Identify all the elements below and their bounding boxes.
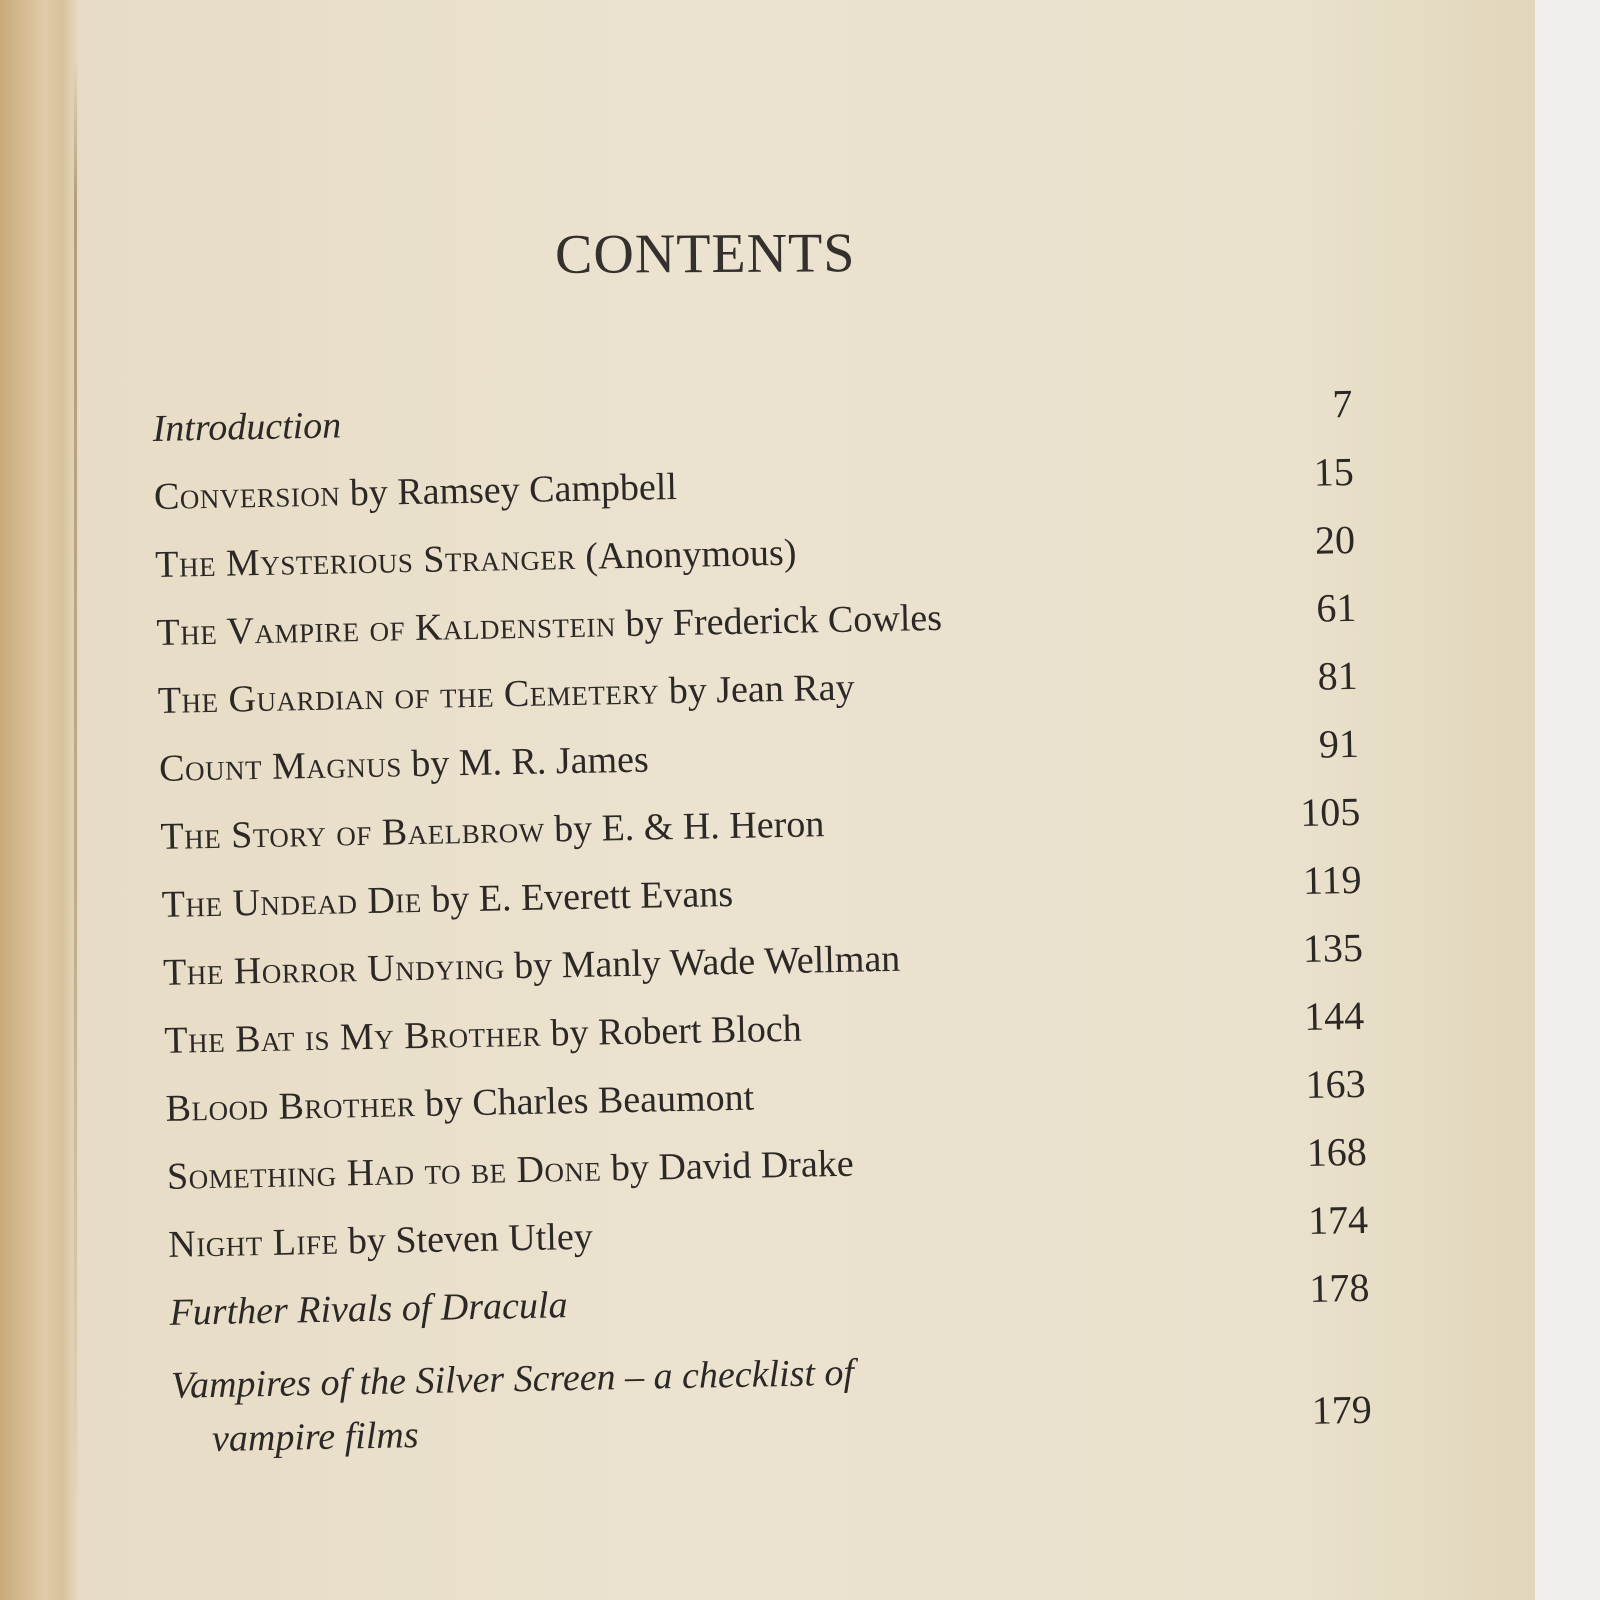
toc-entry-page: 119 <box>1302 856 1362 903</box>
toc-entry-author: by David Drake <box>610 1142 854 1190</box>
table-of-contents <box>152 372 1373 1461</box>
toc-entry-title: Something Had to be Done <box>166 1147 602 1198</box>
toc-entry-page: 178 <box>1308 1264 1370 1311</box>
toc-entry-page: 81 <box>1317 652 1359 699</box>
toc-entry-title: Blood Brother <box>165 1083 416 1130</box>
toc-entry-author: by E. & H. Heron <box>553 803 825 851</box>
toc-entry-author: by Jean Ray <box>668 666 855 713</box>
toc-entry-page: 144 <box>1303 992 1365 1039</box>
toc-entry-page: 20 <box>1314 516 1356 563</box>
toc-entry-title-line2: vampire films <box>211 1414 419 1461</box>
toc-entry-page: 135 <box>1302 924 1364 972</box>
toc-entry-title: Vampires of the Silver Screen – a checklist of <box>170 1351 855 1407</box>
toc-entry-author: by E. Everett Evans <box>430 872 734 921</box>
toc-entry-title: The Horror Undying <box>162 945 506 994</box>
toc-entry-title: The Guardian of the Cemetery <box>157 670 660 722</box>
toc-entry-title: Introduction <box>152 404 342 450</box>
toc-entry-title: The Vampire of Kaldenstein <box>156 603 617 654</box>
toc-entry-title: Count Magnus <box>158 743 403 790</box>
toc-entry-author: by Charles Beaumont <box>424 1076 755 1125</box>
toc-entry-author: by Robert Bloch <box>550 1007 803 1055</box>
toc-entry-page: 91 <box>1318 720 1360 767</box>
toc-entry-page: 168 <box>1306 1128 1368 1175</box>
toc-entry-title: The Bat is My Brother <box>163 1012 542 1062</box>
toc-entry-silver-screen <box>170 1324 1373 1461</box>
toc-entry-page: 179 <box>1311 1386 1373 1433</box>
toc-entry-page: 174 <box>1307 1196 1369 1243</box>
toc-entry-author: by Ramsey Campbell <box>349 465 678 515</box>
toc-entry-page: 163 <box>1305 1060 1366 1107</box>
page-gutter <box>74 60 77 1500</box>
toc-entry-title: Night Life <box>167 1220 339 1266</box>
toc-entry-author: by M. R. James <box>410 738 650 786</box>
toc-entry-page: 15 <box>1313 448 1355 495</box>
toc-entry-title: The Mysterious Stranger <box>154 535 577 586</box>
toc-entry-page: 105 <box>1299 788 1361 836</box>
toc-entry-title: The Undead Die <box>161 878 423 926</box>
toc-entry-page: 61 <box>1315 584 1357 631</box>
background-surface <box>1535 0 1600 1600</box>
toc-entry-title: Conversion <box>153 472 341 518</box>
toc-entry-author: by Steven Utley <box>347 1215 594 1263</box>
toc-entry-title: Further Rivals of Dracula <box>169 1284 568 1334</box>
toc-entry-author: (Anonymous) <box>584 531 797 578</box>
toc-entry-author: by Manly Wade Wellman <box>513 937 901 988</box>
toc-entry-title: The Story of Baelbrow <box>160 808 546 858</box>
toc-entry-author: by Frederick Cowles <box>624 596 943 645</box>
toc-entry-page: 7 <box>1331 380 1353 427</box>
contents-heading: CONTENTS <box>554 222 856 286</box>
